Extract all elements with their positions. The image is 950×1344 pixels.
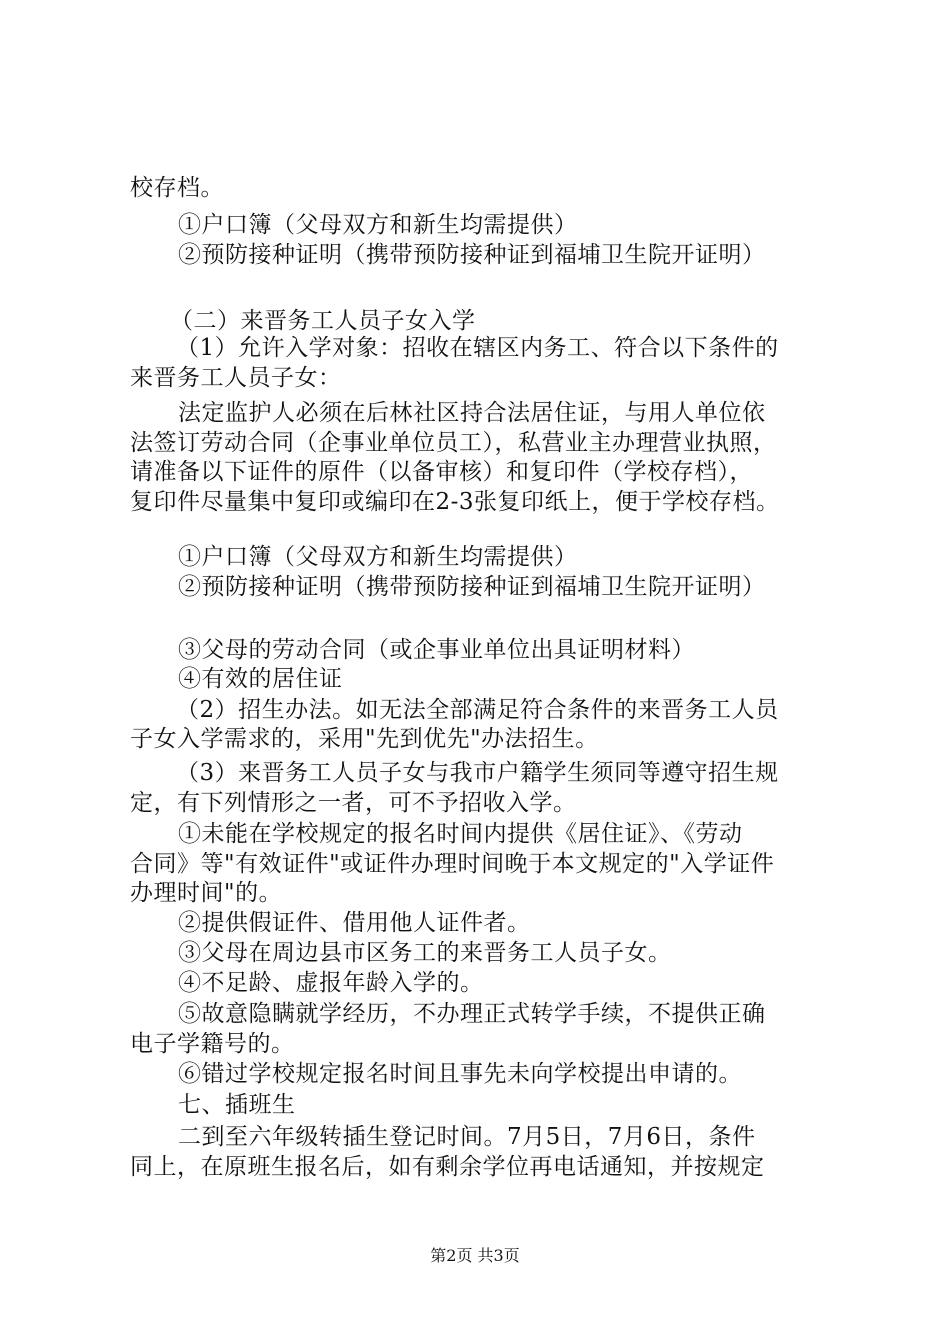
text-line: 定，有下列情形之一者，可不予招收入学。 <box>130 790 577 816</box>
text-line: ②提供假证件、借用他人证件者。 <box>178 910 531 936</box>
text-line: 法签订劳动合同（企事业单位员工），私营业主办理营业执照， <box>130 430 777 456</box>
text-line: 电子学籍号的。 <box>130 1031 295 1057</box>
text-line: 办理时间"的。 <box>130 880 283 906</box>
text-line: （3）来晋务工人员子女与我市户籍学生须同等遵守招生规 <box>176 760 779 786</box>
text-line: ⑥错过学校规定报名时间且事先未向学校提出申请的。 <box>178 1061 742 1087</box>
text-line: ③父母在周边县市区务工的来晋务工人员子女。 <box>178 940 672 966</box>
text-line: 同上，在原班生报名后，如有剩余学位再电话通知，并按规定 <box>130 1154 765 1180</box>
text-line: ②预防接种证明（携带预防接种证到福埔卫生院开证明） <box>178 574 766 600</box>
text-line: ②预防接种证明（携带预防接种证到福埔卫生院开证明） <box>178 242 766 268</box>
text-line: 法定监护人必须在后林社区持合法居住证，与用人单位依 <box>178 400 766 426</box>
text-line: （二）来晋务工人员子女入学 <box>170 308 476 334</box>
text-line: 来晋务工人员子女： <box>130 365 342 391</box>
section-heading: 七、插班生 <box>178 1092 296 1118</box>
text-line: 子女入学需求的，采用"先到优先"办法招生。 <box>130 726 599 752</box>
text-line: （2）招生办法。如无法全部满足符合条件的来晋务工人员 <box>176 697 779 723</box>
text-line: ③父母的劳动合同（或企事业单位出具证明材料） <box>178 637 695 663</box>
text-line: ①户口簿（父母双方和新生均需提供） <box>178 544 578 570</box>
text-line: ①户口簿（父母双方和新生均需提供） <box>178 212 578 238</box>
text-line: ④有效的居住证 <box>178 666 343 692</box>
text-line: （1）允许入学对象：招收在辖区内务工、符合以下条件的 <box>176 335 779 361</box>
text-line: 二到至六年级转插生登记时间。7月5日，7月6日，条件 <box>178 1124 756 1150</box>
text-line: 校存档。 <box>130 175 224 201</box>
text-line: 复印件尽量集中复印或编印在2-3张复印纸上，便于学校存档。 <box>130 489 780 515</box>
text-line: 合同》等"有效证件"或证件办理时间晚于本文规定的"入学证件 <box>130 851 775 877</box>
text-line: ①未能在学校规定的报名时间内提供《居住证》、《劳动 <box>178 821 743 847</box>
page-number-footer: 第2页 共3页 <box>430 1246 520 1265</box>
text-line: 请准备以下证件的原件（以备审核）和复印件（学校存档）， <box>130 459 753 485</box>
text-line: ⑤故意隐瞒就学经历，不办理正式转学手续，不提供正确 <box>178 1001 766 1027</box>
text-line: ④不足龄、虚报年龄入学的。 <box>178 970 484 996</box>
